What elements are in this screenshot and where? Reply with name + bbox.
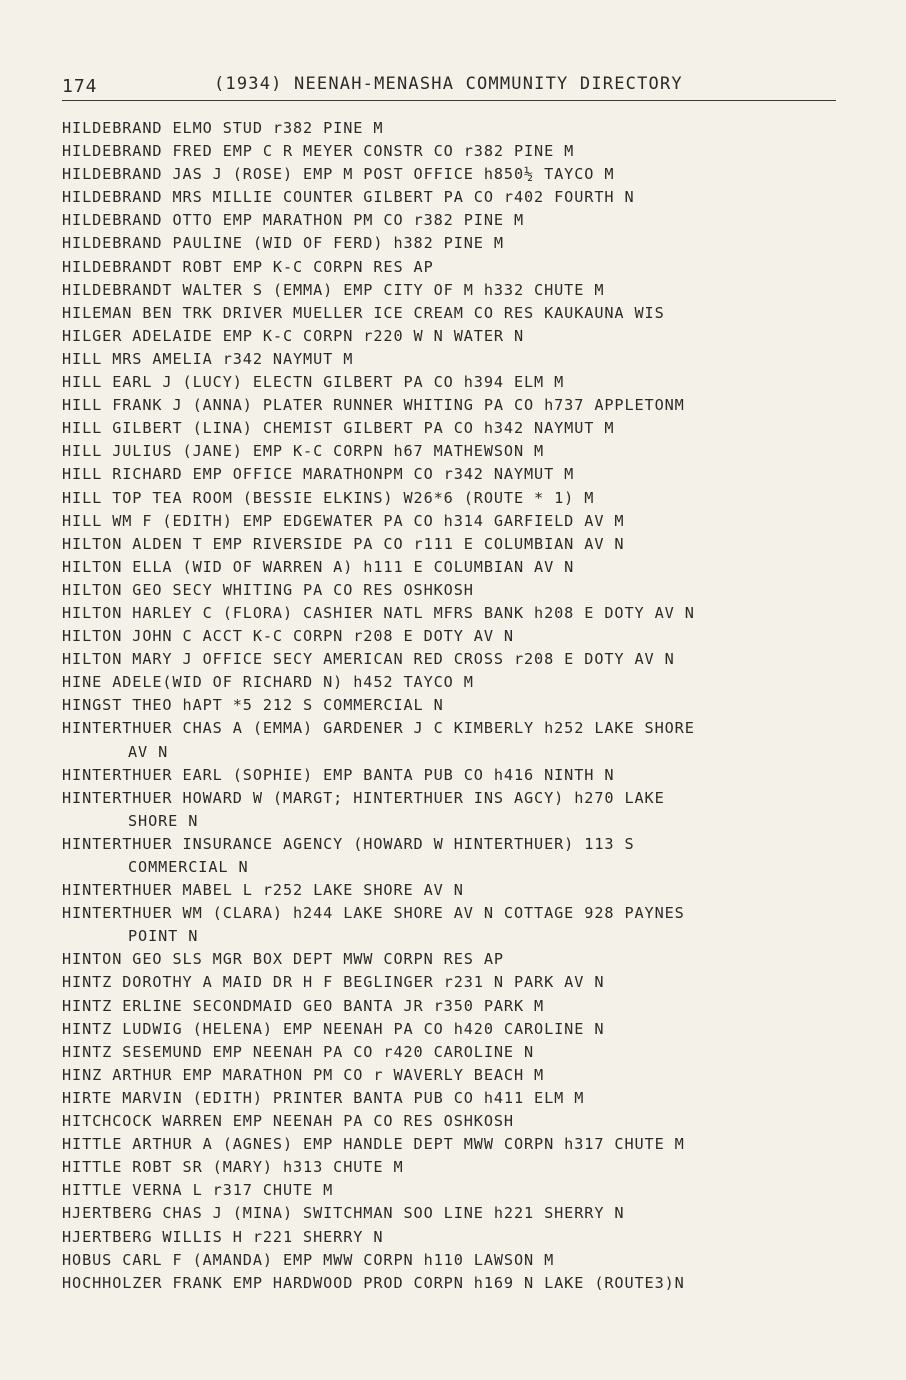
directory-entry: HITTLE ARTHUR A (AGNES) EMP HANDLE DEPT MWW CORPN h317 CHUTE M bbox=[62, 1135, 685, 1154]
directory-entry: HINGST THEO hAPT *5 212 S COMMERCIAL N bbox=[62, 696, 444, 715]
page-number: 174 bbox=[62, 76, 98, 97]
directory-entry: HILL EARL J (LUCY) ELECTN GILBERT PA CO h394 ELM M bbox=[62, 373, 565, 392]
directory-entry: HITCHCOCK WARREN EMP NEENAH PA CO RES OSHKOSH bbox=[62, 1112, 514, 1131]
directory-entry: HINTERTHUER EARL (SOPHIE) EMP BANTA PUB CO h416 NINTH N bbox=[62, 765, 615, 784]
directory-entry: HITTLE ROBT SR (MARY) h313 CHUTE M bbox=[62, 1158, 404, 1177]
directory-entry: HILGER ADELAIDE EMP K-C CORPN r220 W N WATER N bbox=[62, 326, 525, 345]
directory-entry: HINTERTHUER HOWARD W (MARGT; HINTERTHUER INS AGCY) h270 LAKE bbox=[62, 788, 665, 807]
directory-entry: HINTZ ERLINE SECONDMAID GEO BANTA JR r350 PARK M bbox=[62, 996, 545, 1015]
directory-entry: HILDEBRAND OTTO EMP MARATHON PM CO r382 PINE M bbox=[62, 211, 525, 230]
directory-entry: HJERTBERG WILLIS H r221 SHERRY N bbox=[62, 1227, 384, 1246]
directory-entry-continuation: COMMERCIAL N bbox=[128, 858, 249, 876]
directory-entry: HILDEBRANDT ROBT EMP K-C CORPN RES AP bbox=[62, 257, 434, 276]
directory-entry: HILDEBRAND ELMO STUD r382 PINE M bbox=[62, 119, 384, 137]
directory-entry: HINTERTHUER INSURANCE AGENCY (HOWARD W HINTERTHUER) 113 S bbox=[62, 834, 635, 853]
directory-entry: HILEMAN BEN TRK DRIVER MUELLER ICE CREAM CO RES KAUKAUNA WIS bbox=[62, 303, 665, 322]
directory-entry: HOBUS CARL F (AMANDA) EMP MWW CORPN h110 LAWSON M bbox=[62, 1250, 555, 1269]
directory-entry: HILL WM F (EDITH) EMP EDGEWATER PA CO h314 GARFIELD AV M bbox=[62, 511, 625, 530]
directory-entry: HILDEBRANDT WALTER S (EMMA) EMP CITY OF M h332 CHUTE M bbox=[62, 280, 605, 299]
directory-entry: HINTON GEO SLS MGR BOX DEPT MWW CORPN RES AP bbox=[62, 950, 504, 969]
directory-entry: HOCHHOLZER FRANK EMP HARDWOOD PROD CORPN h169 N LAKE (ROUTE3)N bbox=[62, 1273, 685, 1292]
directory-entry: HILL GILBERT (LINA) CHEMIST GILBERT PA CO h342 NAYMUT M bbox=[62, 419, 615, 438]
directory-entry: HILL MRS AMELIA r342 NAYMUT M bbox=[62, 349, 354, 368]
directory-entry: HILTON ELLA (WID OF WARREN A) h111 E COLUMBIAN AV N bbox=[62, 557, 575, 576]
directory-entry-continuation: AV N bbox=[128, 742, 169, 761]
directory-entry: HILTON HARLEY C (FLORA) CASHIER NATL MFRS BANK h208 E DOTY AV N bbox=[62, 603, 695, 622]
directory-entry: HINTERTHUER WM (CLARA) h244 LAKE SHORE AV N COTTAGE 928 PAYNES bbox=[62, 904, 685, 923]
directory-entry: HINTZ DOROTHY A MAID DR H F BEGLINGER r231 N PARK AV N bbox=[62, 973, 605, 992]
directory-entries bbox=[62, 117, 852, 1295]
directory-entry: HILL FRANK J (ANNA) PLATER RUNNER WHITING PA CO h737 APPLETONM bbox=[62, 396, 685, 415]
directory-entry: HILTON GEO SECY WHITING PA CO RES OSHKOSH bbox=[62, 580, 474, 599]
directory-entry: HITTLE VERNA L r317 CHUTE M bbox=[62, 1181, 334, 1200]
directory-entry: HINTZ LUDWIG (HELENA) EMP NEENAH PA CO h420 CAROLINE N bbox=[62, 1019, 605, 1038]
directory-entry: HILDEBRAND JAS J (ROSE) EMP M POST OFFICE h850½ TAYCO M bbox=[62, 165, 615, 184]
directory-entry: HILL RICHARD EMP OFFICE MARATHONPM CO r342 NAYMUT M bbox=[62, 465, 575, 484]
directory-entry: HIRTE MARVIN (EDITH) PRINTER BANTA PUB CO h411 ELM M bbox=[62, 1088, 585, 1107]
directory-entry-continuation: SHORE N bbox=[128, 811, 199, 830]
directory-entry: HILL JULIUS (JANE) EMP K-C CORPN h67 MATHEWSON M bbox=[62, 442, 545, 461]
directory-entry: HINE ADELE(WID OF RICHARD N) h452 TAYCO M bbox=[62, 673, 474, 692]
directory-entry: HILDEBRAND FRED EMP C R MEYER CONSTR CO r382 PINE M bbox=[62, 142, 575, 161]
directory-entry: HILDEBRAND PAULINE (WID OF FERD) h382 PINE M bbox=[62, 234, 504, 253]
directory-entry: HILDEBRAND MRS MILLIE COUNTER GILBERT PA CO r402 FOURTH N bbox=[62, 188, 635, 207]
directory-entry: HJERTBERG CHAS J (MINA) SWITCHMAN SOO LINE h221 SHERRY N bbox=[62, 1204, 625, 1223]
directory-entry: HINTERTHUER CHAS A (EMMA) GARDENER J C KIMBERLY h252 LAKE SHORE bbox=[62, 719, 695, 738]
directory-entry: HILTON JOHN C ACCT K-C CORPN r208 E DOTY AV N bbox=[62, 627, 514, 646]
running-title: (1934) NEENAH-MENASHA COMMUNITY DIRECTORY bbox=[214, 74, 683, 94]
directory-entry: HILTON MARY J OFFICE SECY AMERICAN RED CROSS r208 E DOTY AV N bbox=[62, 650, 675, 669]
directory-entry: HINTZ SESEMUND EMP NEENAH PA CO r420 CAROLINE N bbox=[62, 1042, 535, 1061]
directory-entry: HILL TOP TEA ROOM (BESSIE ELKINS) W26*6 (ROUTE * 1) M bbox=[62, 488, 595, 507]
directory-entry: HILTON ALDEN T EMP RIVERSIDE PA CO r111 E COLUMBIAN AV N bbox=[62, 534, 625, 553]
directory-entry: HINZ ARTHUR EMP MARATHON PM CO r WAVERLY BEACH M bbox=[62, 1065, 545, 1084]
directory-entry: HINTERTHUER MABEL L r252 LAKE SHORE AV N bbox=[62, 881, 464, 900]
page-header bbox=[62, 72, 836, 101]
directory-entry-continuation: POINT N bbox=[128, 927, 199, 946]
